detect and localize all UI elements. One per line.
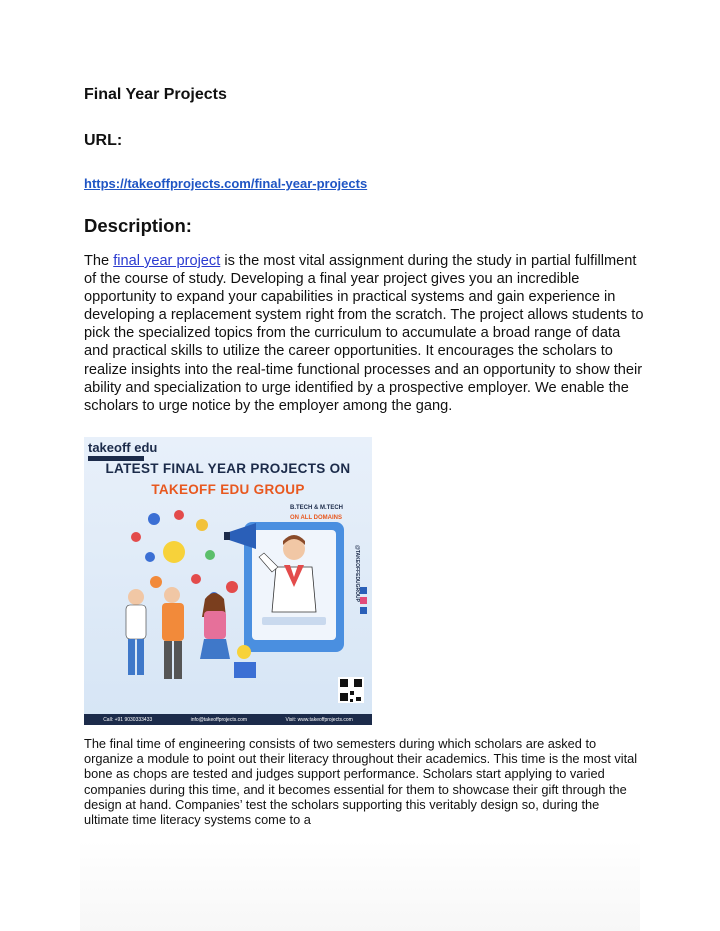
poster-footer-call: Call: +91 9030333433: [103, 716, 153, 723]
poster-footer-email: info@takeoffprojects.com: [190, 716, 248, 723]
megaphone: [229, 523, 256, 549]
check-bubble-icon: [205, 550, 215, 560]
instagram-icon: [360, 597, 367, 604]
like-bubble-icon: [148, 513, 160, 525]
student3-skirt: [200, 639, 230, 659]
facebook-icon: [360, 607, 367, 614]
mail-bubble-icon: [131, 532, 141, 542]
student1-leg-left: [128, 639, 135, 675]
url-label: URL:: [84, 132, 123, 149]
student2-leg-left: [164, 641, 172, 679]
student1-head: [128, 589, 144, 605]
idea-box: [234, 662, 256, 678]
url-link[interactable]: https://takeoffprojects.com/final-year-projects: [84, 176, 368, 191]
para1-prefix: The: [84, 253, 114, 269]
like-bubble-icon-2: [191, 574, 201, 584]
para1-rest: is the most vital assignment during the study in partial fulfillment of the course of study. Developing a final year project gives you an incredible opportunity to expand your capabilities in practical systems and gain experience in developing a replacement system right from the scratch. The project allows students to pick the specialized topics from the curriculum to accumulate a broad range of data and practical skills to utilize the career opportunities. It encourages the scholars to realize insights into the real-time functional processes and an opportunity to show their ability and specialization to urge identified by a prospective employer. We enable the scholars to urge notice by the employer among the gang.: [84, 253, 644, 414]
poster-footer-visit: Visit: www.takeoffprojects.com: [285, 716, 353, 723]
description-paragraph: [84, 252, 644, 415]
description-heading: Description:: [84, 215, 192, 236]
final-year-project-link[interactable]: final year project: [113, 253, 221, 269]
poster-illustration: [84, 437, 372, 725]
megaphone-handle: [224, 532, 230, 540]
heart-bubble-icon-2: [226, 581, 238, 593]
screen-input-bar: [262, 617, 326, 625]
student2-head: [164, 587, 180, 603]
poster-logo: takeoff edu: [88, 440, 158, 455]
poster-tag-domains: ON ALL DOMAINS: [290, 515, 342, 521]
engineering-paragraph: The final time of engineering consists of two semesters during which scholars are asked to organize a module to point out their literacy throughout their academics. This time is the most vital bone as chops are tested and judges support performance. Scholars start applying to varied companies during this time, and it becomes essential for them to showcase their gift through the design at hand. Companies’ test the scholars supporting this veritably design so, during the ultimate time literacy systems come to a: [84, 736, 638, 828]
promo-poster-image: [84, 437, 372, 725]
student3-body: [204, 611, 226, 639]
student1-body: [126, 605, 146, 639]
document-title: Final Year Projects: [84, 86, 227, 103]
page-bottom-shade: [80, 840, 640, 931]
poster-footer: [84, 714, 372, 725]
student2-leg-right: [174, 641, 182, 679]
presenter-shirt: [272, 567, 316, 612]
chat-bubble-icon: [145, 552, 155, 562]
student2-body: [162, 603, 184, 641]
smiley-face-icon: [163, 541, 185, 563]
heart-bubble-icon: [174, 510, 184, 520]
emoji-bubble-icon: [196, 519, 208, 531]
poster-tag-degrees: B.TECH & M.TECH: [290, 505, 343, 511]
student1-leg-right: [137, 639, 144, 675]
star-bubble-icon: [150, 576, 162, 588]
lightbulb-icon: [237, 645, 251, 659]
poster-vertical-handle: @TAKEOFFEDUGROUP: [354, 545, 360, 603]
linkedin-icon: [360, 587, 367, 594]
poster-headline-line1: LATEST FINAL YEAR PROJECTS ON: [105, 461, 351, 476]
poster-headline-line2: TAKEOFF EDU GROUP: [151, 482, 305, 497]
